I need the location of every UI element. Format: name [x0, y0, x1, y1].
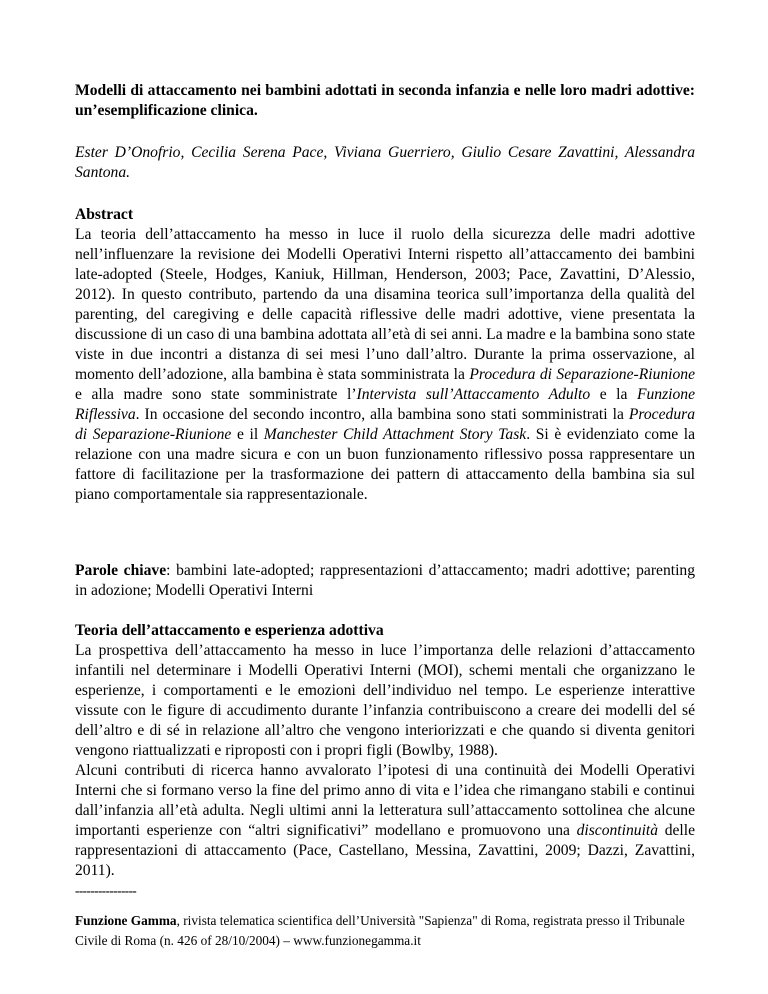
- footer-note: [75, 911, 695, 951]
- abstract-italic-term: Funzione Riflessiva: [75, 386, 695, 423]
- abstract-italic-term: Manchester Child Attachment Story Task: [263, 426, 527, 443]
- abstract-text: . Si è evidenziato come la relazione con una madre sicura e con un buon funzionamento riflessivo possa rappresentare un fattore di facilitazione per la trasformazione dei pattern di attaccamento della bambina sia sul piano comportamentale sia rappresentazionale.: [75, 426, 695, 503]
- abstract-italic-term: Procedura di Separazione-Riunione: [75, 406, 695, 443]
- footer-journal: Funzione Gamma: [75, 913, 177, 929]
- abstract-heading: Abstract: [75, 206, 134, 223]
- paragraph-text: delle rappresentazioni di attaccamento (Pace, Castellano, Messina, Zavattini, 2009; Dazzi, Zavattini, 2011).: [75, 822, 695, 879]
- keywords: [75, 561, 695, 601]
- abstract-italic-term: Procedura di Separazione-Riunione: [469, 366, 696, 383]
- article-authors: Ester D’Onofrio, Cecilia Serena Pace, Viviana Guerriero, Giulio Cesare Zavattini, Alessandra Santona.: [75, 144, 695, 181]
- section-paragraph-2: [75, 761, 695, 881]
- paragraph-italic-term: discontinuità: [576, 822, 659, 839]
- section-paragraph-1: La prospettiva dell’attaccamento ha messo in luce l’importanza delle relazioni d’attaccamento infantili nel determinare i Modelli Operativi Interni (MOI), schemi mentali che organizzano le esperienze, i comportamenti e le emozioni dell’individuo nel tempo. Le esperienze interattive vissute con le figure di accudimento durante l’infanzia contribuiscono a creare dei modelli del sé dell’altro e di sé in relazione all’altro che vengono interiorizzati e che quando si diventa genitori vengono riattualizzati e riproposti con i propri figli (Bowlby, 1988).: [75, 642, 695, 759]
- keywords-text: : bambini late-adopted; rappresentazioni d’attaccamento; madri adottive; parenting in adozione; Modelli Operativi Interni: [75, 562, 696, 599]
- footer-text: , rivista telematica scientifica dell’Università "Sapienza" di Roma, registrata presso il Tribunale Civile di Roma (n. 426 of 28/10/2004) – www.funzionegamma.it: [75, 913, 685, 949]
- abstract-italic-term: Intervista sull’Attaccamento Adulto: [356, 386, 591, 403]
- keywords-label: Parole chiave: [75, 562, 167, 579]
- paragraph-text: Alcuni contributi di ricerca hanno avvalorato l’ipotesi di una continuità dei Modelli Operativi Interni che si formano verso la fine del primo anno di vita e l’idea che rimangano stabili e continui dall’infanzia all’età adulta. Negli ultimi anni la letteratura sull’attaccamento sottolinea che alcune importanti esperienze con “altri significativi” modellano e promuovono una: [75, 762, 695, 839]
- abstract-body: [75, 225, 695, 505]
- abstract-text: e il: [231, 426, 264, 443]
- article-title: Modelli di attaccamento nei bambini adottati in seconda infanzia e nelle loro madri adottive: un’esemplificazione clinica.: [75, 82, 695, 119]
- section-heading: Teoria dell’attaccamento e esperienza adottiva: [75, 622, 384, 639]
- abstract-text: . In occasione del secondo incontro, alla bambina sono stati somministrati la: [135, 406, 629, 423]
- abstract-text: e la: [590, 386, 637, 403]
- abstract-text: e alla madre sono state somministrate l’: [75, 386, 357, 403]
- abstract-text: La teoria dell’attaccamento ha messo in luce il ruolo della sicurezza delle madri adottive nell’influenzare la revisione dei Modelli Operativi Interni rispetto all’attaccamento dei bambini late-adopted (Steele, Hodges, Kaniuk, Hillman, Henderson, 2003; Pace, Zavattini, D’Alessio, 2012). In questo contributo, partendo da una disamina teorica sull’importanza della qualità del parenting, del caregiving e delle capacità riflessive delle madri adottive, viene presentata la discussione di un caso di una bambina adottata all’età di sei anni. La madre e la bambina sono state viste in due incontri a distanza di sei mesi l’uno dall’altro. Durante la prima osservazione, al momento dell’adozione, alla bambina è stata somministrata la: [75, 226, 695, 383]
- footnote-rule: ----------------: [75, 883, 137, 898]
